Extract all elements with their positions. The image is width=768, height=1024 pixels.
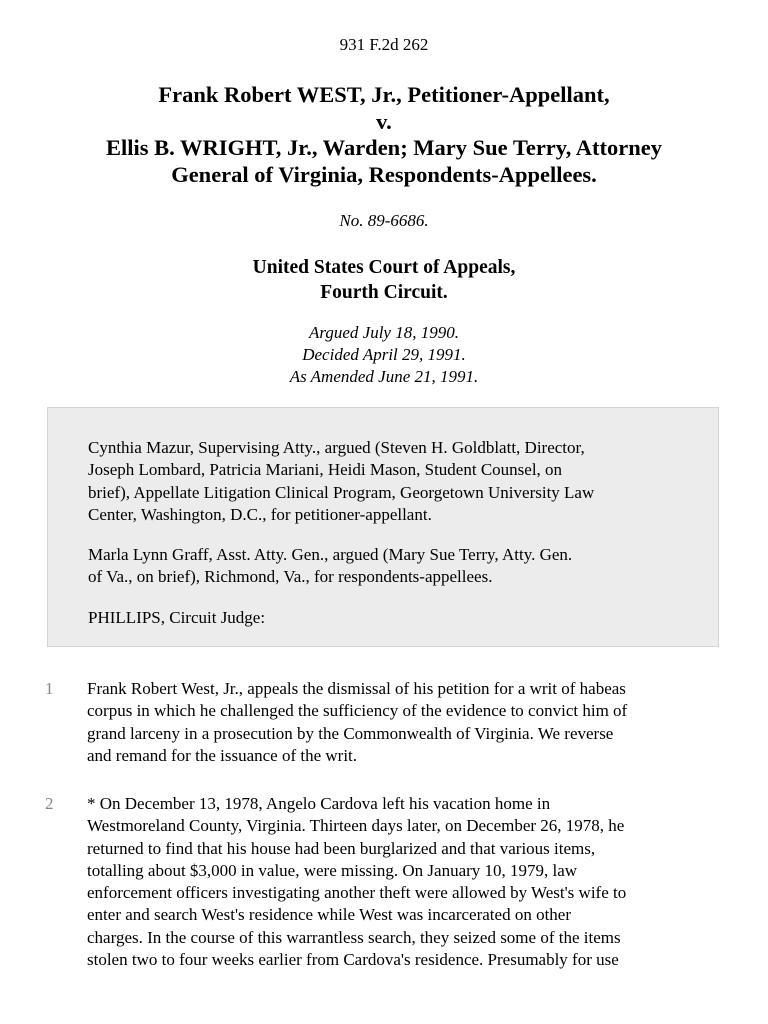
appellee-counsel	[88, 544, 708, 589]
paragraph-line: and remand for the issuance of the writ.	[87, 745, 358, 765]
appellant-counsel-line: Cynthia Mazur, Supervising Atty., argued (Steven H. Goldblatt, Director,	[88, 438, 585, 457]
title-line-appellee-2: General of Virginia, Respondents-Appellees.	[171, 161, 597, 187]
counsel-box	[47, 407, 719, 647]
title-line-versus: v.	[376, 108, 392, 134]
appellant-counsel-line: brief), Appellate Litigation Clinical Program, Georgetown University Law	[88, 482, 595, 502]
appellant-counsel-line: Center, Washington, D.C., for petitioner-appellant.	[88, 504, 432, 524]
date-amended: As Amended June 21, 1991.	[289, 367, 479, 386]
appellee-counsel-line: of Va., on brief), Richmond, Va., for respondents-appellees.	[88, 567, 493, 587]
paragraph-line: enforcement officers investigating another theft were allowed by West's wife to	[87, 883, 627, 903]
paragraph-text	[87, 678, 737, 767]
docket-number: No. 89-6686.	[339, 211, 429, 230]
paragraph-line: enter and search West's residence while West was incarcerated on other	[87, 905, 571, 925]
court-line-2: Fourth Circuit.	[320, 282, 448, 303]
appellee-counsel-line: Marla Lynn Graff, Asst. Atty. Gen., argued (Mary Sue Terry, Atty. Gen.	[88, 545, 573, 564]
case-title	[40, 82, 728, 188]
paragraph-number: 1	[45, 679, 54, 698]
paragraph-line: totalling about $3,000 in value, were missing. On January 10, 1979, law	[87, 860, 578, 880]
paragraph-line: stolen two to four weeks earlier from Cardova's residence. Presumably for use	[87, 950, 619, 970]
case-dates	[0, 322, 768, 388]
paragraph-line: corpus in which he challenged the sufficiency of the evidence to convict him of	[87, 701, 628, 721]
paragraph-line: Westmoreland County, Virginia. Thirteen days later, on December 26, 1978, he	[87, 816, 625, 836]
paragraph-line: charges. In the course of this warrantless search, they seized some of the items	[87, 927, 621, 947]
court-name	[0, 255, 768, 305]
title-line-appellant: Frank Robert WEST, Jr., Petitioner-Appellant,	[158, 82, 610, 107]
paragraph-number: 2	[45, 794, 54, 813]
date-argued: Argued July 18, 1990.	[309, 323, 459, 342]
paragraph-line: grand larceny in a prosecution by the Commonwealth of Virginia. We reverse	[87, 723, 614, 743]
appellant-counsel-line: Joseph Lombard, Patricia Mariani, Heidi Mason, Student Counsel, on	[88, 460, 563, 480]
paragraph-line: * On December 13, 1978, Angelo Cardova left his vacation home in	[87, 794, 551, 813]
case-citation: 931 F.2d 262	[339, 35, 429, 54]
paragraph-text	[87, 793, 737, 971]
court-line-1: United States Court of Appeals,	[252, 257, 516, 278]
date-decided: Decided April 29, 1991.	[302, 345, 466, 364]
paragraph-line: returned to find that his house had been burglarized and that various items,	[87, 838, 596, 858]
paragraph-line: Frank Robert West, Jr., appeals the dismissal of his petition for a writ of habeas	[87, 679, 626, 698]
judge-attribution: PHILLIPS, Circuit Judge:	[88, 608, 266, 627]
title-line-appellee-1: Ellis B. WRIGHT, Jr., Warden; Mary Sue Terry, Attorney	[105, 135, 663, 160]
appellant-counsel	[88, 437, 708, 526]
